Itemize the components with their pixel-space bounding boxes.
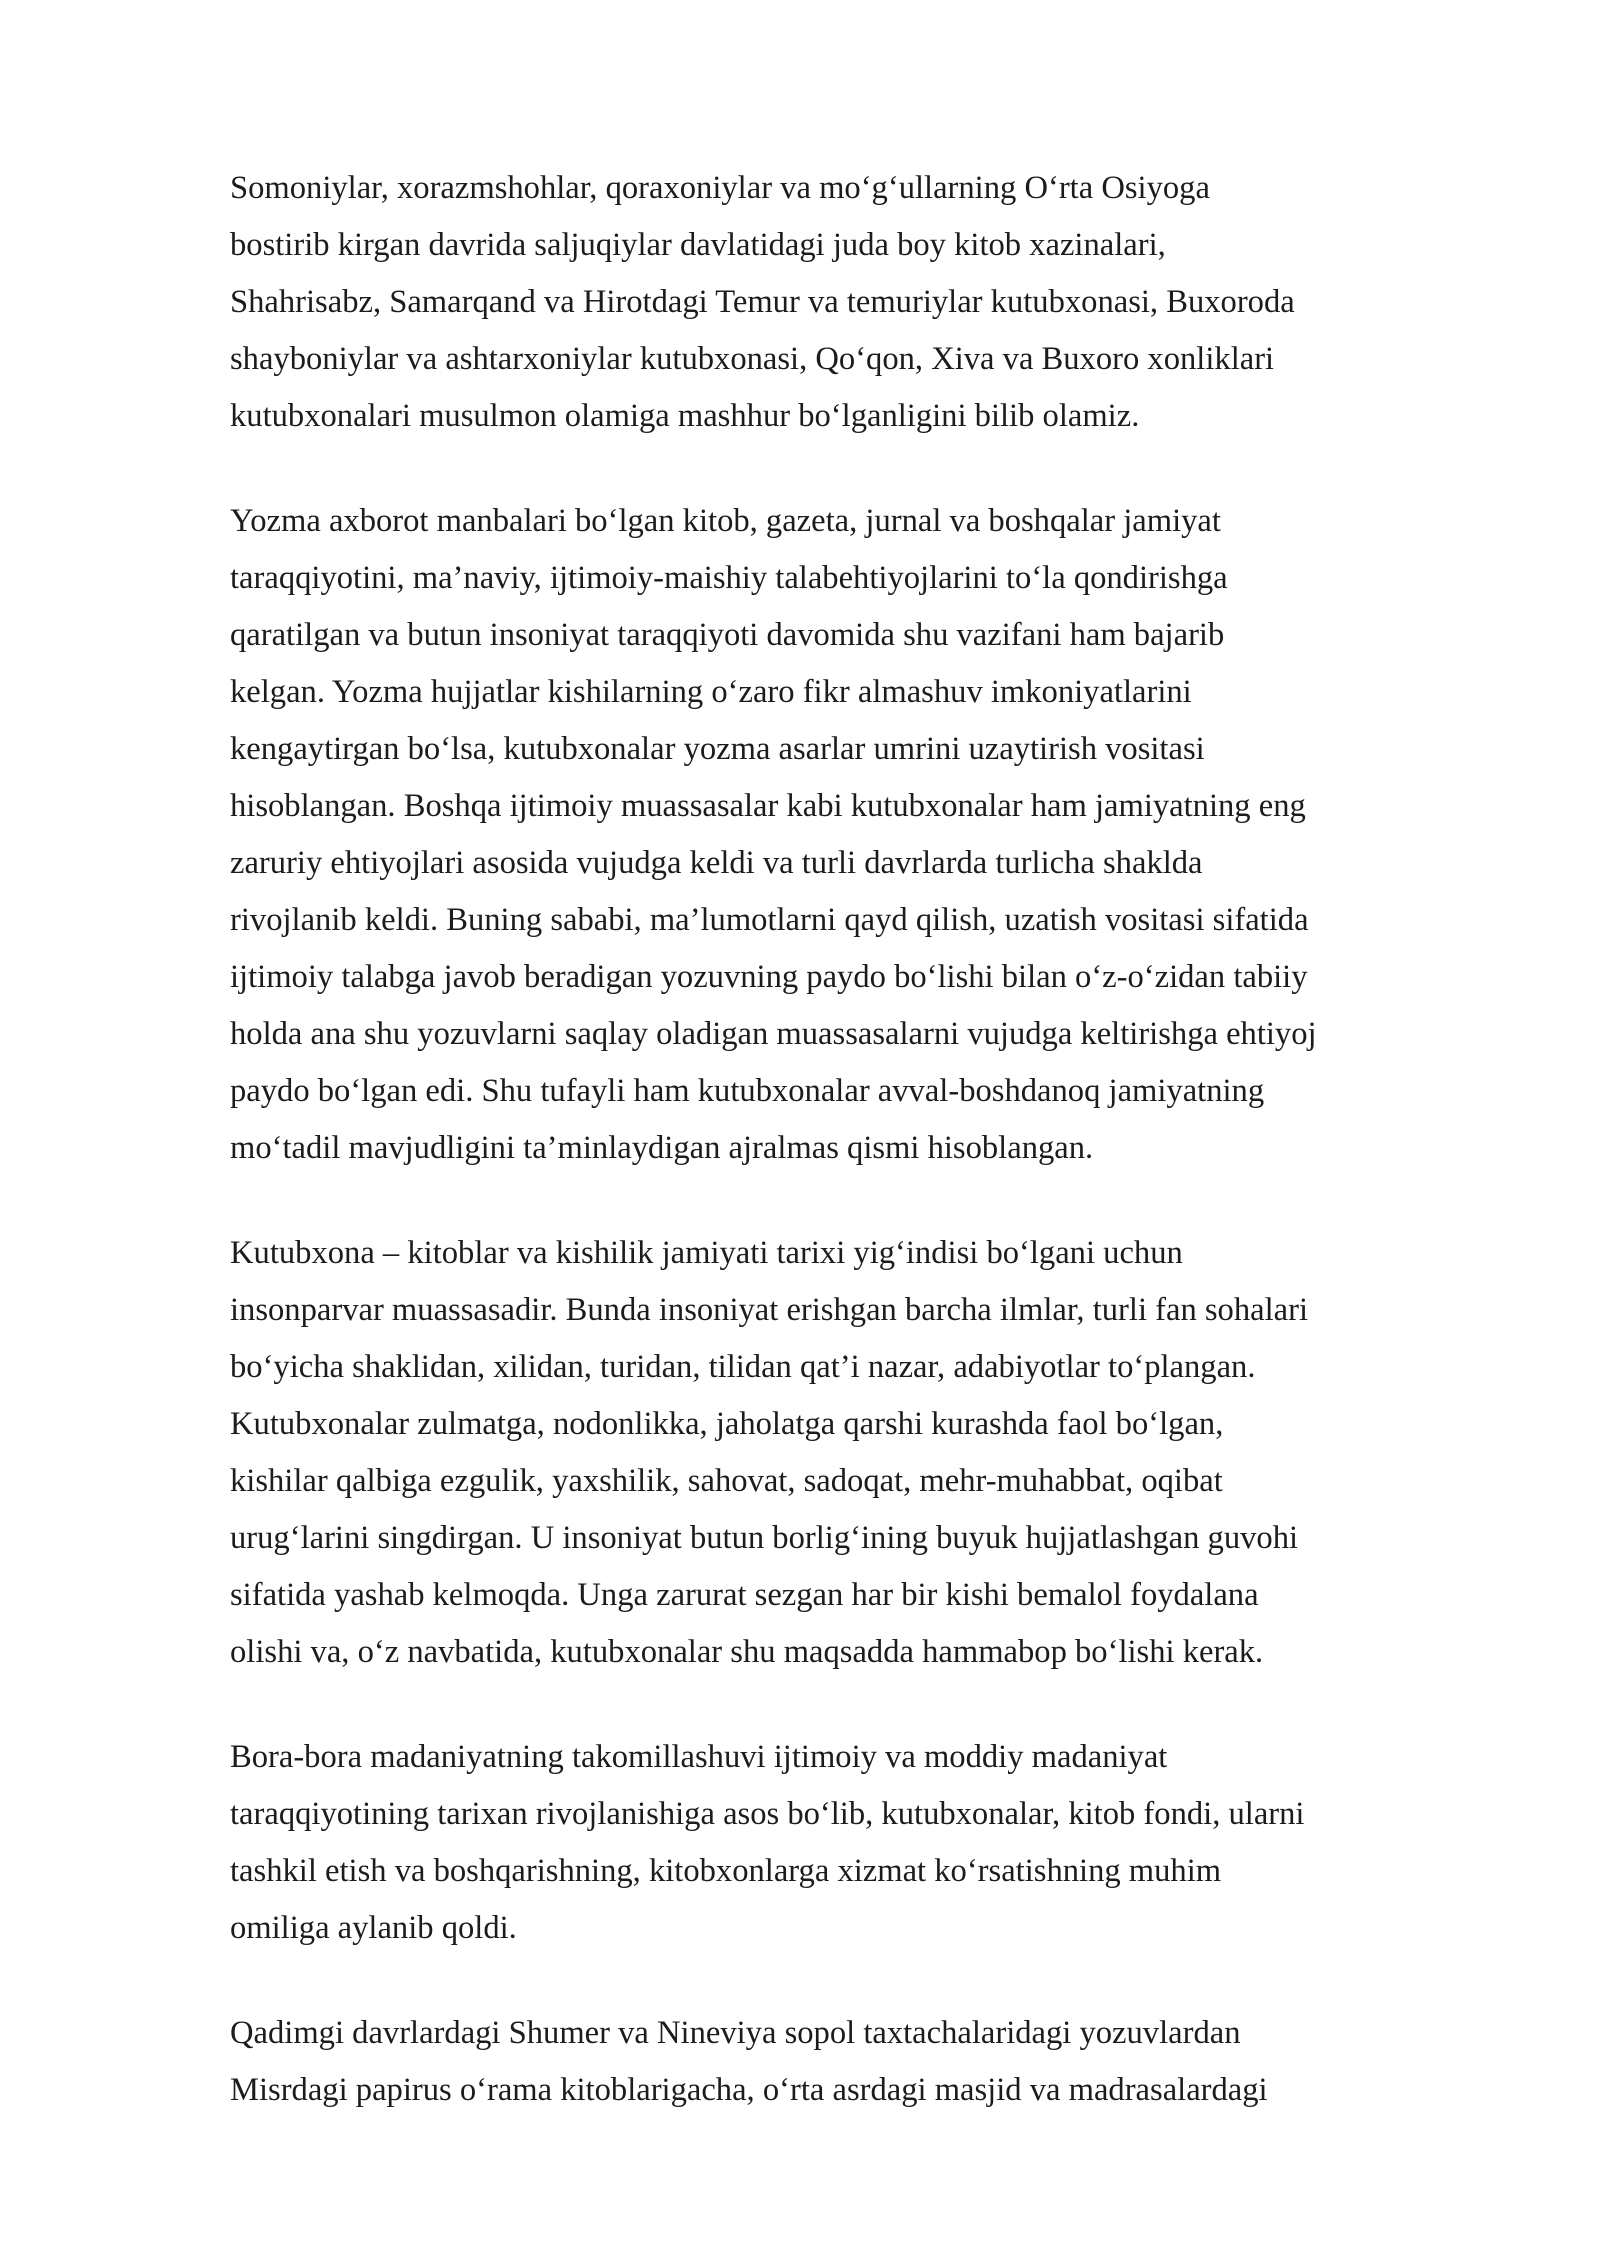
text-line: urug‘larini singdirgan. U insoniyat butun borlig‘ining buyuk hujjatlashgan guvohi	[230, 1520, 1299, 1556]
text-line: hisoblangan. Boshqa ijtimoiy muassasalar kabi kutubxonalar ham jamiyatning eng	[230, 788, 1306, 824]
text-line: kishilar qalbiga ezgulik, yaxshilik, sahovat, sadoqat, mehr-muhabbat, oqibat	[230, 1463, 1223, 1499]
text-line: kengaytirgan bo‘lsa, kutubxonalar yozma asarlar umrini uzaytirish vositasi	[230, 731, 1205, 767]
paragraph-1	[230, 160, 1500, 445]
document-body	[230, 160, 1500, 2167]
text-line: rivojlanib keldi. Buning sababi, ma’lumotlarni qayd qilish, uzatish vositasi sifatida	[230, 902, 1309, 938]
text-line: Bora-bora madaniyatning takomillashuvi ijtimoiy va moddiy madaniyat	[230, 1739, 1168, 1775]
text-line: Misrdagi papirus o‘rama kitoblarigacha, o‘rta asrdagi masjid va madrasalardagi	[230, 2072, 1268, 2108]
text-line: holda ana shu yozuvlarni saqlay oladigan muassasalarni vujudga keltirishga ehtiyoj	[230, 1016, 1317, 1052]
paragraph-3	[230, 1225, 1500, 1681]
text-line: Kutubxona – kitoblar va kishilik jamiyati tarixi yig‘indisi bo‘lgani uchun	[230, 1235, 1183, 1271]
text-line: shayboniylar va ashtarxoniylar kutubxonasi, Qo‘qon, Xiva va Buxoro xonliklari	[230, 341, 1275, 377]
text-line: kutubxonalari musulmon olamiga mashhur bo‘lganligini bilib olamiz.	[230, 398, 1140, 434]
paragraph-4	[230, 1729, 1500, 1957]
text-line: kelgan. Yozma hujjatlar kishilarning o‘zaro fikr almashuv imkoniyatlarini	[230, 674, 1192, 710]
text-line: olishi va, o‘z navbatida, kutubxonalar shu maqsadda hammabop bo‘lishi kerak.	[230, 1634, 1264, 1670]
text-line: ijtimoiy talabga javob beradigan yozuvning paydo bo‘lishi bilan o‘z-o‘zidan tabiiy	[230, 959, 1308, 995]
text-line: qaratilgan va butun insoniyat taraqqiyoti davomida shu vazifani ham bajarib	[230, 617, 1225, 653]
text-line: zaruriy ehtiyojlari asosida vujudga keldi va turli davrlarda turlicha shaklda	[230, 845, 1203, 881]
text-line: Kutubxonalar zulmatga, nodonlikka, jaholatga qarshi kurashda faol bo‘lgan,	[230, 1406, 1224, 1442]
text-line: omiliga aylanib qoldi.	[230, 1910, 517, 1946]
paragraph-2	[230, 493, 1500, 1177]
text-line: bostirib kirgan davrida saljuqiylar davlatidagi juda boy kitob xazinalari,	[230, 227, 1166, 263]
text-line: paydo bo‘lgan edi. Shu tufayli ham kutubxonalar avval-boshdanoq jamiyatning	[230, 1073, 1265, 1109]
text-line: insonparvar muassasadir. Bunda insoniyat erishgan barcha ilmlar, turli fan sohalari	[230, 1292, 1309, 1328]
text-line: Shahrisabz, Samarqand va Hirotdagi Temur va temuriylar kutubxonasi, Buxoroda	[230, 284, 1295, 320]
text-line: Somoniylar, xorazmshohlar, qoraxoniylar va mo‘g‘ullarning O‘rta Osiyoga	[230, 170, 1210, 206]
text-line: taraqqiyotining tarixan rivojlanishiga asos bo‘lib, kutubxonalar, kitob fondi, ularni	[230, 1796, 1305, 1832]
paragraph-5	[230, 2005, 1500, 2119]
text-line: taraqqiyotini, ma’naviy, ijtimoiy-maishiy talabehtiyojlarini to‘la qondirishga	[230, 560, 1228, 596]
text-line: bo‘yicha shaklidan, xilidan, turidan, tilidan qat’i nazar, adabiyotlar to‘plangan.	[230, 1349, 1256, 1385]
text-line: tashkil etish va boshqarishning, kitobxonlarga xizmat ko‘rsatishning muhim	[230, 1853, 1222, 1889]
text-line: sifatida yashab kelmoqda. Unga zarurat sezgan har bir kishi bemalol foydalana	[230, 1577, 1259, 1613]
text-line: mo‘tadil mavjudligini ta’minlaydigan ajralmas qismi hisoblangan.	[230, 1130, 1094, 1166]
text-line: Yozma axborot manbalari bo‘lgan kitob, gazeta, jurnal va boshqalar jamiyat	[230, 503, 1221, 539]
text-line: Qadimgi davrlardagi Shumer va Nineviya sopol taxtachalaridagi yozuvlardan	[230, 2015, 1241, 2051]
